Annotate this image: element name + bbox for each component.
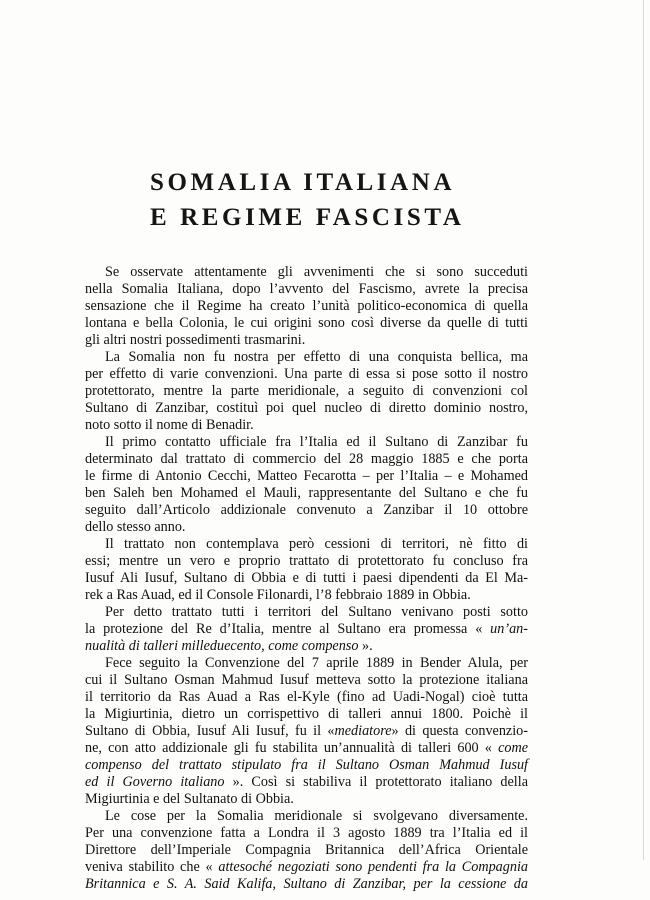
paragraph-4-line: rek a Ras Auad, ed il Console Filonardi, l’8 febbraio 1889 in Obbia. [85,587,471,603]
title-line-2: E REGIME FASCISTA [150,204,465,231]
paragraph-7-line [85,859,528,876]
paragraph-6-quote-line: compenso del trattato stipulato fra il Sultano Osman Mahmud Iusuf [85,757,528,773]
paragraph-6-text: ». Così si stabiliva il protettorato italiano della [224,774,528,790]
paragraph-6-text: » di questa convenzio- [391,723,528,739]
paragraph-7-line: Le cose per la Somalia meridionale si svolgevano diversamente. [105,808,528,824]
paragraph-6-line [85,740,528,757]
paragraph-1-line: lontana e bella Colonia, le cui origini sono così diverse da quelle di tutti [85,315,528,331]
paragraph-7-line: Per una convenzione fatta a Londra il 3 agosto 1889 tra l’Italia ed il [85,825,528,841]
paragraph-3-line: determinato dal trattato di commercio del 28 maggio 1885 e che porta [85,451,528,467]
article-body [85,264,528,893]
paragraph-4-line: Il trattato non contemplava però cessioni di territori, nè fitto di [105,536,528,552]
paragraph-5-line: Per detto trattato tutti i territori del Sultano venivano posti sotto [105,604,528,620]
paragraph-3-line: Il primo contatto ufficiale fra l’Italia ed il Sultano di Zanzibar fu [105,434,528,450]
paragraph-6-line: la Migiurtinia, dietro un corrispettivo di talleri annui 1800. Poichè il [85,706,528,722]
paragraph-6-line [85,723,528,740]
paragraph-6-quote: come [498,740,528,756]
paragraph-3-line: seguito dall’Articolo addizionale convenuto a Zanzibar il 10 ottobre [85,502,528,518]
paragraph-5-line [85,621,528,638]
paragraph-6-text: ne, con atto addizionale gli fu stabilita un’annualità di talleri 600 « [85,740,499,756]
paragraph-6-text: Sultano di Obbia, Iusuf Ali Iusuf, fu il « [85,723,335,739]
paragraph-1-line: sensazione che il Regime ha creato l’unità politico-economica di quella [85,298,528,314]
paragraph-6-line: Migiurtinia e del Sultanato di Obbia. [85,791,294,807]
paragraph-7-quote-line: Britannica e S. A. Said Kalifa, Sultano di Zanzibar, per la cessione da [85,876,528,892]
paragraph-6-line: cui il Sultano Osman Mahmud Iusuf metteva sotto la protezione italiana [85,672,528,688]
paragraph-3-line: ben Saleh ben Mohamed el Mauli, rappresentante del Sultano e che fu [85,485,528,501]
paragraph-3-line: dello stesso anno. [85,519,186,535]
paragraph-2-line: noto sotto il nome di Benadir. [85,417,254,433]
page-edge-divider [643,0,644,860]
paragraph-1-line: Se osservate attentamente gli avvenimenti che si sono succeduti [105,264,528,280]
paragraph-6-line [85,774,528,791]
paragraph-2-line: La Somalia non fu nostra per effetto di una conquista bellica, ma [105,349,528,365]
paragraph-7-text: veniva stabilito che « [85,859,219,875]
paragraph-6-quote: mediatore [334,723,392,739]
paragraph-6-line: il territorio da Ras Auad a Ras el-Kyle (fino ad Uadi-Nogal) cioè tutta [85,689,528,705]
paragraph-6-quote: ed il Governo italiano [85,774,225,790]
paragraph-1-line: gli altri nostri possedimenti trasmarini. [85,332,306,348]
paragraph-5-text: ». [358,638,373,654]
paragraph-3-line: le firme di Antonio Cecchi, Matteo Fecarotta – per l’Italia – e Mohamed [85,468,528,484]
paragraph-2-line: Sultano di Zanzibar, costituì poi quel nucleo di diretto dominio nostro, [85,400,528,416]
paragraph-6-line: Fece seguito la Convenzione del 7 aprile 1889 in Bender Alula, per [105,655,528,671]
paragraph-5-quote: nualità di talleri milleduecento, come compenso [85,638,359,654]
paragraph-1-line: nella Somalia Italiana, dopo l’avvento del Fascismo, avrete la precisa [85,281,528,297]
paragraph-2-line: per effetto di varie convenzioni. Una parte di essa si pose sotto il nostro [85,366,528,382]
paragraph-2-line: protettorato, mentre la parte meridionale, a seguito di convenzioni col [85,383,528,399]
paragraph-4-line: Iusuf Ali Iusuf, Sultano di Obbia e di tutti i paesi dipendenti da El Ma- [85,570,528,586]
paragraph-5-text: la protezione del Re d’Italia, mentre al Sultano era promessa « [85,621,491,637]
title-line-1: SOMALIA ITALIANA [150,169,456,196]
paragraph-7-line: Direttore dell’Imperiale Compagnia Britannica dell’Africa Orientale [85,842,528,858]
paragraph-4-line: essi; mentre un vero e proprio trattato di protettorato fu concluso fra [85,553,528,569]
paragraph-5-quote: un’an- [490,621,528,637]
article-title [150,165,470,235]
paragraph-5-line [85,638,528,655]
paragraph-7-quote: attesoché negoziati sono pendenti fra la Compagnia [218,859,528,875]
